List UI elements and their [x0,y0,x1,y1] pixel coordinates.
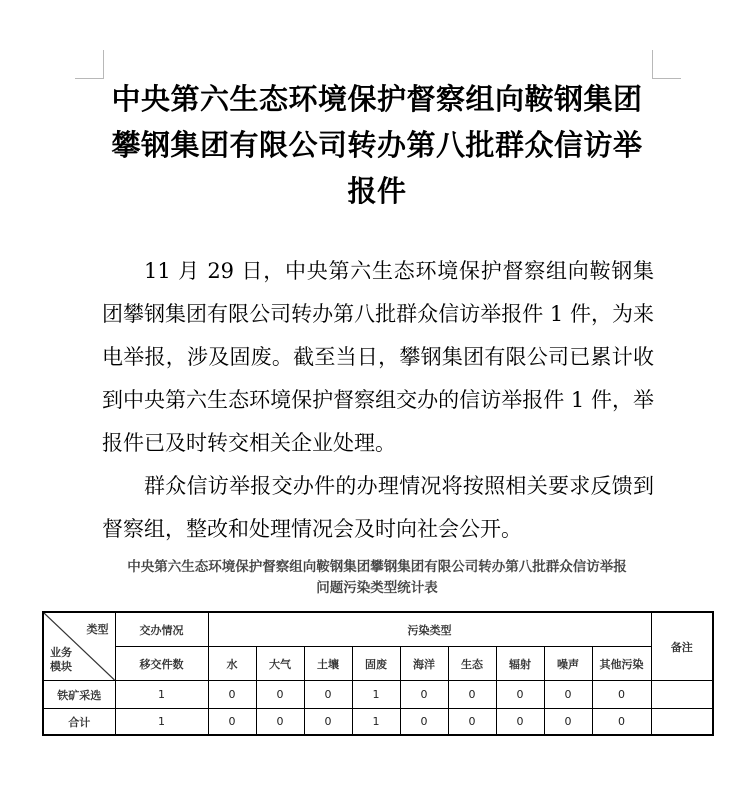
subheader-air: 大气 [256,647,304,681]
subheader-noise: 噪声 [544,647,592,681]
header-assignment-status: 交办情况 [115,612,208,647]
corner-label-type: 类型 [86,623,109,636]
subheader-ecology: 生态 [448,647,496,681]
cell-remark [651,681,713,709]
document-body [102,250,654,551]
subheader-water: 水 [208,647,256,681]
cell-value: 1 [352,681,400,709]
cell-value: 1 [115,681,208,709]
cell-value: 0 [256,709,304,736]
document-title-line-2: 攀钢集团有限公司转办第八批群众信访举 [111,128,643,162]
header-pollution-type-group: 污染类型 [208,612,651,647]
cell-value: 0 [592,681,651,709]
cell-value: 0 [400,681,448,709]
document-title-line-3: 报件 [347,174,407,208]
corner-label-module: 业务 模块 [50,646,72,673]
subheader-transferred-count: 移交件数 [115,647,208,681]
document-title-line-1: 中央第六生态环境保护督察组向鞍钢集团 [111,82,643,116]
cell-value: 0 [208,709,256,736]
cell-value: 0 [256,681,304,709]
cell-value: 1 [115,709,208,736]
table-row-iron-ore [43,681,713,709]
cell-value: 0 [496,709,544,736]
row-label: 合计 [43,709,115,736]
cell-remark [651,709,713,736]
table-row-total [43,709,713,736]
table-caption-line-1: 中央第六生态环境保护督察组向鞍钢集团攀钢集团有限公司转办第八批群众信访举报 [127,559,627,575]
body-paragraph-2: 群众信访举报交办件的办理情况将按照相关要求反馈到督察组，整改和处理情况会及时向社会公开。 [102,474,654,541]
pollution-stats-table [42,611,714,736]
cell-value: 0 [544,709,592,736]
cell-value: 0 [544,681,592,709]
crop-mark-top-right [652,50,681,79]
subheader-other-pollution: 其他污染 [592,647,651,681]
corner-header-cell [43,612,115,681]
cell-value: 0 [304,681,352,709]
row-label: 铁矿采选 [43,681,115,709]
document-title [97,76,657,214]
cell-value: 0 [592,709,651,736]
cell-value: 0 [448,681,496,709]
subheader-radiation: 辐射 [496,647,544,681]
cell-value: 0 [496,681,544,709]
table-caption [0,557,754,599]
cell-value: 0 [304,709,352,736]
cell-value: 0 [448,709,496,736]
cell-value: 1 [352,709,400,736]
subheader-solid-waste: 固废 [352,647,400,681]
cell-value: 0 [208,681,256,709]
body-paragraph-1: 11 月 29 日，中央第六生态环境保护督察组向鞍钢集团攀钢集团有限公司转办第八批群众信访举报件 1 件，为来电举报，涉及固废。截至当日，攀钢集团有限公司已累计收到中央第六生态环境保护督察组交办的信访举报件 1 件，举报件已及时转交相关企业处理。 [102,259,654,455]
table-caption-line-2: 问题污染类型统计表 [316,580,438,596]
header-remark: 备注 [651,612,713,681]
cell-value: 0 [400,709,448,736]
crop-mark-top-left [75,50,104,79]
subheader-ocean: 海洋 [400,647,448,681]
subheader-soil: 土壤 [304,647,352,681]
